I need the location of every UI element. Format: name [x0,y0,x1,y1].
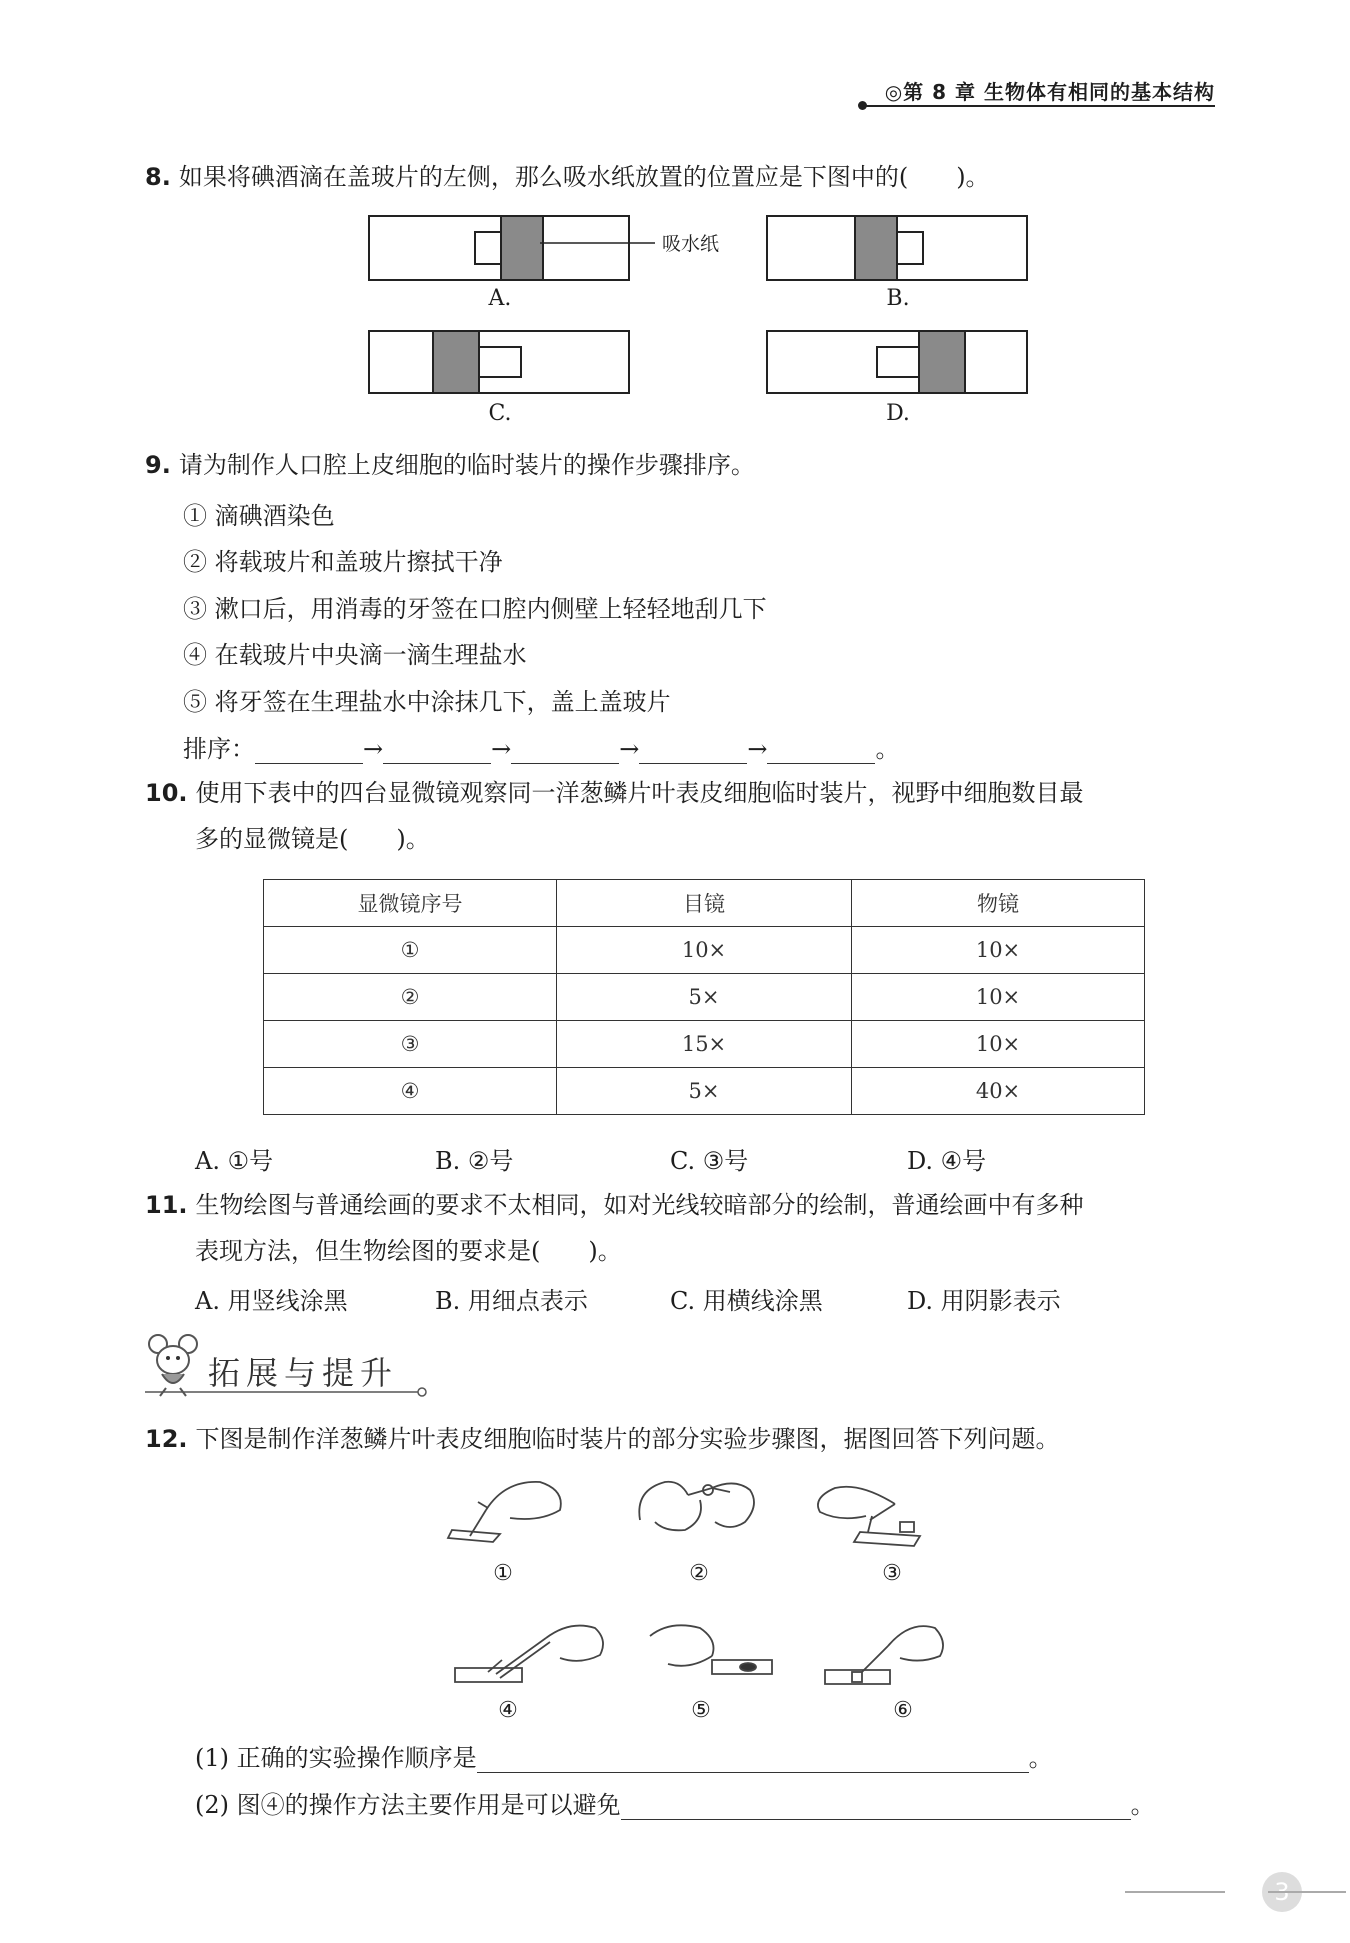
arrow: → [747,735,768,763]
table-cell: ③ [264,1021,557,1068]
arrow: → [619,735,640,763]
step-2: ② 将载玻片和盖玻片擦拭干净 [183,548,503,576]
question-text-line2: 表现方法，但生物绘图的要求是( )。 [195,1237,622,1265]
table-cell: 15× [557,1021,852,1068]
arrow: → [363,735,384,763]
question-text-line1: 生物绘图与普通绘画的要求不太相同，如对光线较暗部分的绘制，普通绘画中有多种 [195,1191,1084,1219]
table-cell: ④ [264,1068,557,1115]
period: 。 [1130,1791,1155,1819]
table-row [264,1068,1145,1115]
period: 。 [875,735,900,763]
question-text: 下图是制作洋葱鳞片叶表皮细胞临时装片的部分实验步骤图，据图回答下列问题。 [195,1425,1060,1453]
table-cell: 5× [557,974,852,1021]
q11-option-d: D. 用阴影表示 [907,1287,1061,1315]
microscope-table [263,879,1145,1115]
table-cell: 10× [557,927,852,974]
answer-blank[interactable] [621,1795,1131,1820]
page-rule-left [1125,1891,1225,1893]
table-cell: 10× [852,974,1145,1021]
column-header: 显微镜序号 [264,880,557,927]
option-a-label: A. [488,286,512,311]
question-text: 请为制作人口腔上皮细胞的临时装片的操作步骤排序。 [178,451,755,479]
mouse-mascot-icon [149,1335,197,1396]
answer-blank[interactable] [511,739,619,764]
step-5: ⑤ 将牙签在生理盐水中涂抹几下，盖上盖玻片 [183,688,671,716]
q11-option-a: A. 用竖线涂黑 [195,1287,348,1315]
table-cell: 10× [852,1021,1145,1068]
figure-label: ⑤ [691,1698,711,1723]
step-4: ④ 在载玻片中央滴一滴生理盐水 [183,641,527,669]
table-cell: 40× [852,1068,1145,1115]
answer-blank[interactable] [767,739,875,764]
page-rule-right [1268,1891,1346,1893]
answer-blank[interactable] [477,1748,1029,1773]
slide-d [767,331,1027,393]
option-c-label: C. [488,401,512,426]
chapter-header: ◎第 8 章 生物体有相同的基本结构 [884,80,1215,104]
answer-blank[interactable] [639,739,747,764]
option-d-label: D. [886,401,910,426]
arrow: → [491,735,512,763]
column-header: 物镜 [852,880,1145,927]
subquestion-text: (2) 图④的操作方法主要作用是可以避免 [195,1791,621,1819]
question-10 [145,776,1084,810]
question-12 [145,1422,1060,1456]
procedure-figures [0,1460,1350,1730]
q10-option-d: D. ④号 [907,1147,987,1175]
table-cell: 10× [852,927,1145,974]
section-title: 拓展与提升 [208,1354,399,1392]
subquestion-text: (1) 正确的实验操作顺序是 [195,1744,477,1772]
question-number: 11. [145,1191,188,1219]
answer-blank[interactable] [255,739,363,764]
slide-diagrams [0,0,1350,440]
answer-blank[interactable] [383,739,491,764]
question-text-line2: 多的显微镜是( )。 [195,825,430,853]
question-number: 8. [145,163,171,191]
question-text: 如果将碘酒滴在盖玻片的左侧，那么吸水纸放置的位置应是下图中的( )。 [178,163,990,191]
order-label: 排序： [183,735,255,763]
figure-6-blotting-icon [825,1626,943,1684]
figure-3-tweezers-icon [818,1487,920,1546]
table-cell: ② [264,974,557,1021]
column-header: 目镜 [557,880,852,927]
subquestion-1 [195,1738,1053,1773]
table-row [264,1021,1145,1068]
figure-label: ④ [498,1698,518,1723]
table-row [264,927,1145,974]
figure-5-staining-icon [650,1625,772,1674]
slide-b [767,216,1027,280]
figure-1-dropper-icon [448,1482,561,1542]
question-9 [145,448,755,482]
table-cell: ① [264,927,557,974]
option-b-label: B. [886,286,910,311]
question-number: 9. [145,451,171,479]
slide-c [369,331,629,393]
step-1: ① 滴碘酒染色 [183,502,335,530]
figure-label: ⑥ [893,1698,913,1723]
order-answer-line [183,729,899,764]
table-cell: 5× [557,1068,852,1115]
q11-option-c: C. 用横线涂黑 [670,1287,823,1315]
figure-4-coverslip-icon [455,1626,603,1682]
period: 。 [1028,1744,1053,1772]
table-header-row [264,880,1145,927]
q10-option-b: B. ②号 [435,1147,514,1175]
question-number: 10. [145,779,188,807]
step-3: ③ 漱口后，用消毒的牙签在口腔内侧壁上轻轻地刮几下 [183,595,767,623]
q10-option-a: A. ①号 [195,1147,274,1175]
table-row [264,974,1145,1021]
figure-label: ② [689,1561,709,1586]
slide-a [369,216,655,280]
question-number: 12. [145,1425,188,1453]
blotting-paper-callout: 吸水纸 [662,233,720,255]
question-text-line1: 使用下表中的四台显微镜观察同一洋葱鳞片叶表皮细胞临时装片，视野中细胞数目最 [195,779,1084,807]
q10-option-c: C. ③号 [670,1147,749,1175]
q11-option-b: B. 用细点表示 [435,1287,588,1315]
subquestion-2 [195,1785,1155,1820]
figure-label: ① [493,1561,513,1586]
figure-2-peeling-icon [639,1482,754,1531]
question-11 [145,1188,1084,1222]
figure-label: ③ [882,1561,902,1586]
